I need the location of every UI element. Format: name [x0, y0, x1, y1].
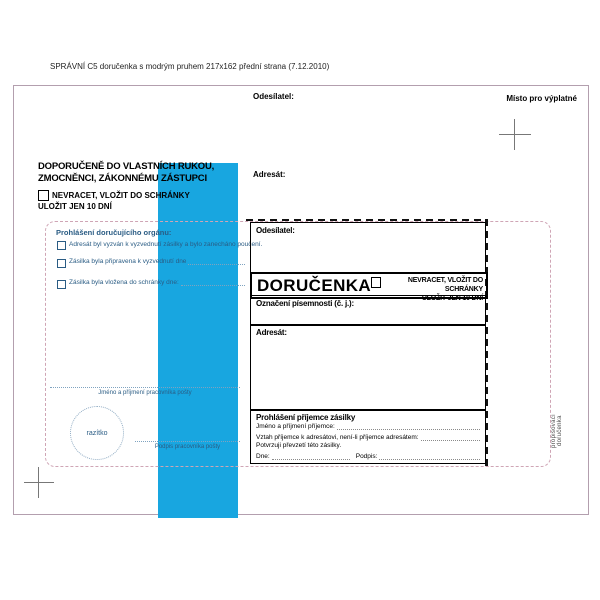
- store-10-days-label: ULOŽIT JEN 10 DNÍ: [38, 202, 112, 211]
- card-addressee-label: Adresát:: [256, 328, 287, 337]
- handling-line-1: DOPORUČENĚ DO VLASTNÍCH RUKOU,: [38, 161, 215, 172]
- register-mark-top-v: [514, 119, 515, 150]
- recipient-date-line: [272, 459, 350, 460]
- card-sender-label: Odesílatel:: [256, 226, 295, 235]
- handling-line-2: ZMOCNĚNCI, ZÁKONNÉMU ZÁSTUPCI: [38, 173, 207, 184]
- no-return-checkbox: [38, 190, 49, 201]
- worker-signature-line: [135, 441, 240, 442]
- declaration-checkbox-1: [57, 241, 66, 250]
- stamp-circle: [70, 406, 124, 460]
- postal-declaration-title: Prohlášení doručujícího orgánu:: [56, 228, 172, 237]
- recipient-name-label: Jméno a příjmení příjemce:: [256, 423, 335, 430]
- worker-signature-label: Podpis pracovníka pošty: [154, 444, 221, 450]
- stamp-label: razítko: [86, 429, 108, 437]
- perforation-line-top: [246, 219, 488, 221]
- recipient-title: Prohlášení příjemce zásilky: [256, 413, 356, 422]
- postage-area-label: Místo pro výplatné: [506, 94, 577, 103]
- declaration-item-1: Adresát byl vyzván k vyzvednutí zásilky a bylo zanecháno poučení.: [69, 241, 263, 248]
- recipient-signature-label: Podpis:: [355, 453, 378, 460]
- print-spec-title: SPRÁVNÍ C5 doručenka s modrým pruhem 217x162 přední strana (7.12.2010): [50, 62, 330, 71]
- recipient-relation-line: [421, 440, 480, 441]
- card-document-ref-box: [250, 295, 486, 326]
- card-recipient-box: [250, 410, 486, 464]
- card-addressee-box: [250, 324, 486, 410]
- card-no-return-line1: NEVRACET, VLOŽIT DO SCHRÁNKY: [407, 277, 483, 293]
- declaration-item-2: Zásilka byla připravena k vyzvednutí dne: [69, 258, 187, 265]
- recipient-relation-label: Vztah příjemce k adresátovi, není-li příjemce adresátem:: [256, 434, 419, 441]
- recipient-signature-line: [379, 459, 480, 460]
- declaration-item-3: Zásilka byla vložena do schránky dne:: [69, 279, 179, 286]
- card-title: DORUČENKA: [257, 276, 372, 295]
- register-mark-bottom-h: [24, 482, 54, 483]
- envelope-sender-label: Odesílatel:: [253, 92, 294, 101]
- worker-name-line: [50, 387, 240, 388]
- recipient-date-label: Dne:: [256, 453, 270, 460]
- card-document-ref-label: Označení písemnosti (č. j.):: [256, 299, 354, 308]
- declaration-checkbox-3: [57, 280, 66, 289]
- declaration-checkbox-2: [57, 259, 66, 268]
- side-note-vertical: propisovací doručenka: [551, 414, 563, 448]
- card-no-return-line2: ULOŽIT JEN 10 DNÍ: [421, 295, 483, 302]
- recipient-confirm-label: Potvrzuji převzetí této zásilky.: [256, 442, 342, 449]
- card-no-return-checkbox: [371, 277, 381, 288]
- recipient-name-line: [337, 429, 480, 430]
- declaration-write-line-3: [181, 285, 245, 286]
- envelope-addressee-label: Adresát:: [253, 170, 286, 179]
- card-sender-box: [250, 222, 486, 274]
- worker-name-label: Jméno a příjmení pracovníka pošty: [98, 390, 192, 396]
- no-return-label: NEVRACET, VLOŽIT DO SCHRÁNKY: [52, 191, 190, 200]
- register-mark-bottom-v: [38, 467, 39, 498]
- register-mark-top-h: [499, 134, 531, 135]
- declaration-write-line-2: [188, 264, 245, 265]
